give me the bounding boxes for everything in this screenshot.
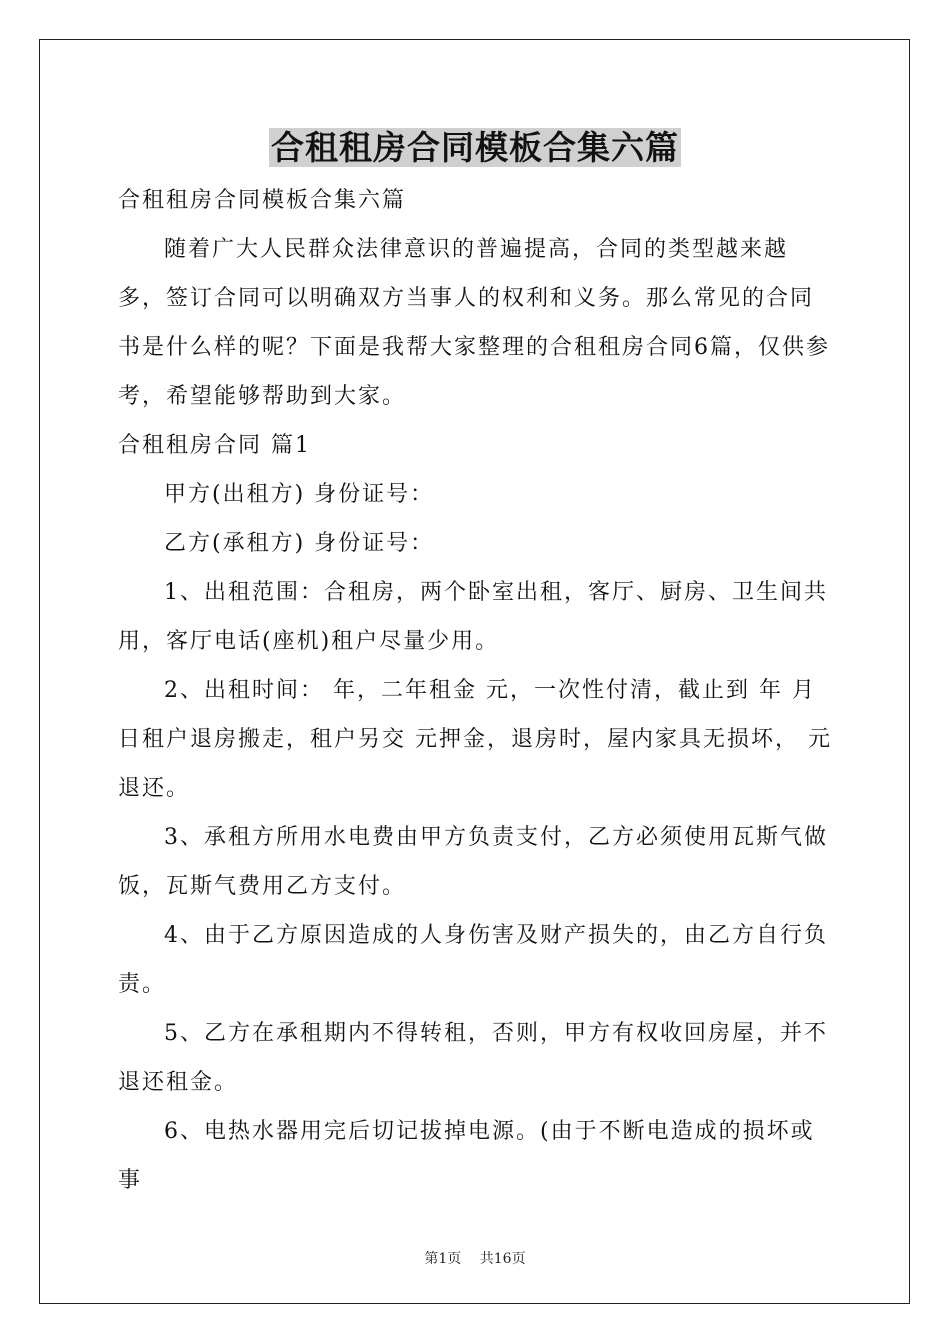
clause-2: 2、出租时间： 年，二年租金 元，一次性付清，截止到 年 月日租户退房搬走，租户另交 元押金，退房时，屋内家具无损坏， 元退还。 [118, 678, 832, 801]
page-footer [0, 1248, 950, 1268]
clause-3: 3、承租方所用水电费由甲方负责支付，乙方必须使用瓦斯气做饭，瓦斯气费用乙方支付。 [118, 825, 828, 899]
intro-paragraph: 随着广大人民群众法律意识的普遍提高，合同的类型越来越多，签订合同可以明确双方当事人的权利和义务。那么常见的合同书是什么样的呢？下面是我帮大家整理的合租租房合同6篇，仅供参考，希望能够帮助到大家。 [118, 237, 830, 409]
section-heading: 合租租房合同 篇1 [118, 433, 311, 458]
document-title-block [0, 126, 950, 170]
clause-6: 6、电热水器用完后切记拔掉电源。(由于不断电造成的损坏或事 [118, 1119, 815, 1193]
document-title: 合租租房合同模板合集六篇 [271, 128, 679, 167]
document-body [118, 176, 834, 1205]
party-a-line: 甲方(出租方) 身份证号： [164, 482, 435, 507]
page-number-current: 第1页 [424, 1251, 462, 1267]
page-number-total: 共16页 [479, 1251, 526, 1267]
clause-4: 4、由于乙方原因造成的人身伤害及财产损失的，由乙方自行负责。 [118, 923, 828, 997]
party-b-line: 乙方(承租方) 身份证号： [164, 531, 435, 556]
document-subtitle: 合租租房合同模板合集六篇 [118, 188, 407, 213]
clause-1: 1、出租范围：合租房，两个卧室出租，客厅、厨房、卫生间共用，客厅电话(座机)租户尽量少用。 [118, 580, 828, 654]
clause-5: 5、乙方在承租期内不得转租，否则，甲方有权收回房屋，并不退还租金。 [118, 1021, 828, 1095]
